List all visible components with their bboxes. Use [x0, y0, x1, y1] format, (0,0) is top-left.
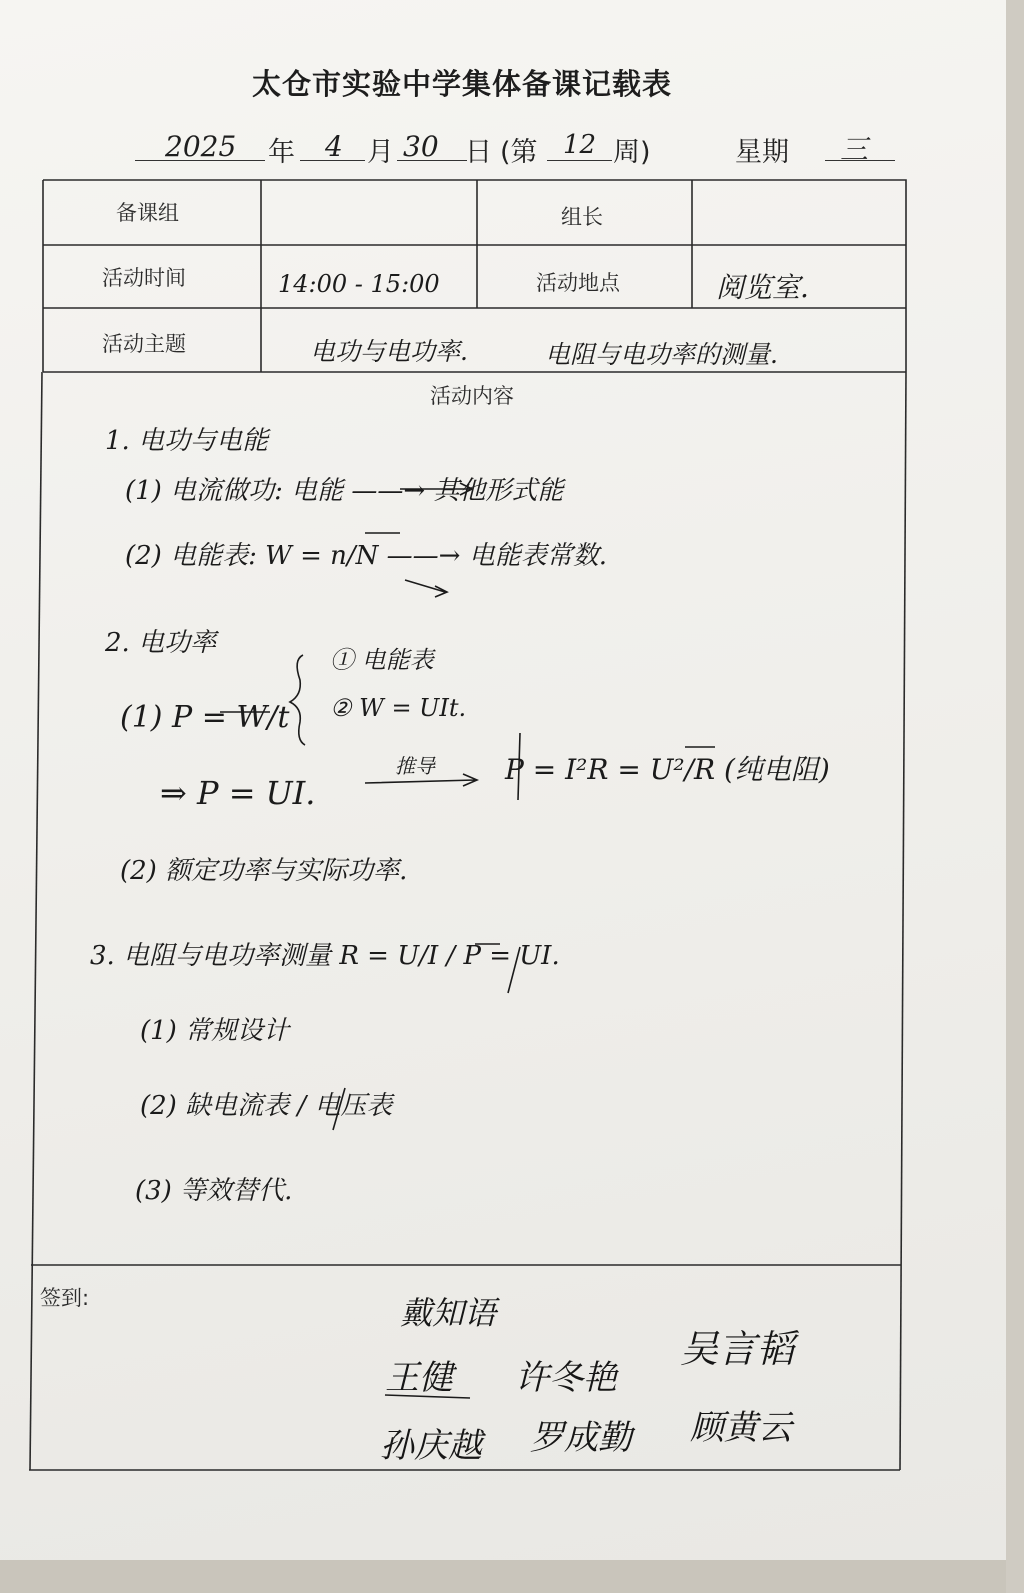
- month-label: 月: [367, 137, 394, 168]
- content-line-4: 2. 电功率: [105, 628, 217, 658]
- signature-5: 孙庆越: [380, 1426, 482, 1466]
- signature-3: 许冬艳: [515, 1358, 617, 1398]
- week-value: 12: [563, 130, 597, 160]
- topic-value-1[interactable]: 电功与电功率.: [310, 337, 468, 366]
- week-close: 周): [613, 137, 651, 168]
- content-line-10: P = I²R = U²/R (纯电阻): [505, 753, 830, 786]
- signature-7: 顾黄云: [690, 1408, 792, 1448]
- leader-label: 组长: [561, 205, 603, 229]
- content-line-11: (2) 额定功率与实际功率.: [120, 856, 408, 886]
- time-value[interactable]: 14:00 - 15:00: [278, 270, 440, 298]
- signature-1: 戴知语: [400, 1294, 497, 1332]
- content-line-1: 1. 电功与电能: [105, 426, 269, 456]
- place-value[interactable]: 阅览室.: [716, 271, 809, 304]
- content-line-6: (1) P = W/t: [120, 700, 290, 735]
- place-label: 活动地点: [536, 271, 620, 295]
- year-value: 2025: [165, 130, 237, 163]
- day-label: 日: [465, 137, 492, 168]
- content-line-13: (1) 常规设计: [140, 1016, 290, 1046]
- topic-value-2[interactable]: 电阻与电功率的测量.: [545, 340, 778, 369]
- page-edge: [0, 1560, 1024, 1593]
- content-line-15: (3) 等效替代.: [135, 1176, 293, 1206]
- page-edge-right: [1006, 0, 1024, 1593]
- content-line-3: (2) 电能表: W = n/N ——→ 电能表常数.: [125, 541, 607, 571]
- signin-label: 签到:: [40, 1286, 90, 1310]
- signature-4: 吴言韬: [680, 1327, 795, 1371]
- year-label: 年: [268, 137, 295, 168]
- weekday-value: 三: [840, 133, 869, 166]
- month-value: 4: [325, 130, 343, 163]
- weekday-label: 星期: [735, 137, 789, 168]
- signature-2: 王健: [385, 1358, 453, 1398]
- day-value: 30: [403, 130, 439, 163]
- form-title: 太仓市实验中学集体备课记载表: [251, 67, 672, 101]
- signature-6: 罗成勤: [530, 1418, 632, 1458]
- content-label: 活动内容: [430, 384, 514, 408]
- content-line-7: ② W = UIt.: [330, 694, 467, 722]
- time-label: 活动时间: [102, 266, 186, 290]
- content-line-9: 推导: [395, 754, 435, 778]
- content-line-12: 3. 电阻与电功率测量 R = U/I / P = UI.: [90, 941, 560, 971]
- group-label: 备课组: [116, 201, 179, 225]
- content-line-2: (1) 电流做功: 电能 ——→ 其他形式能: [125, 476, 564, 506]
- content-line-8: ⇒ P = UI.: [160, 774, 316, 812]
- content-line-5: ① 电能表: [330, 646, 434, 674]
- week-open: (第: [500, 137, 538, 168]
- topic-label: 活动主题: [102, 332, 186, 356]
- content-line-14: (2) 缺电流表 / 电压表: [140, 1091, 393, 1121]
